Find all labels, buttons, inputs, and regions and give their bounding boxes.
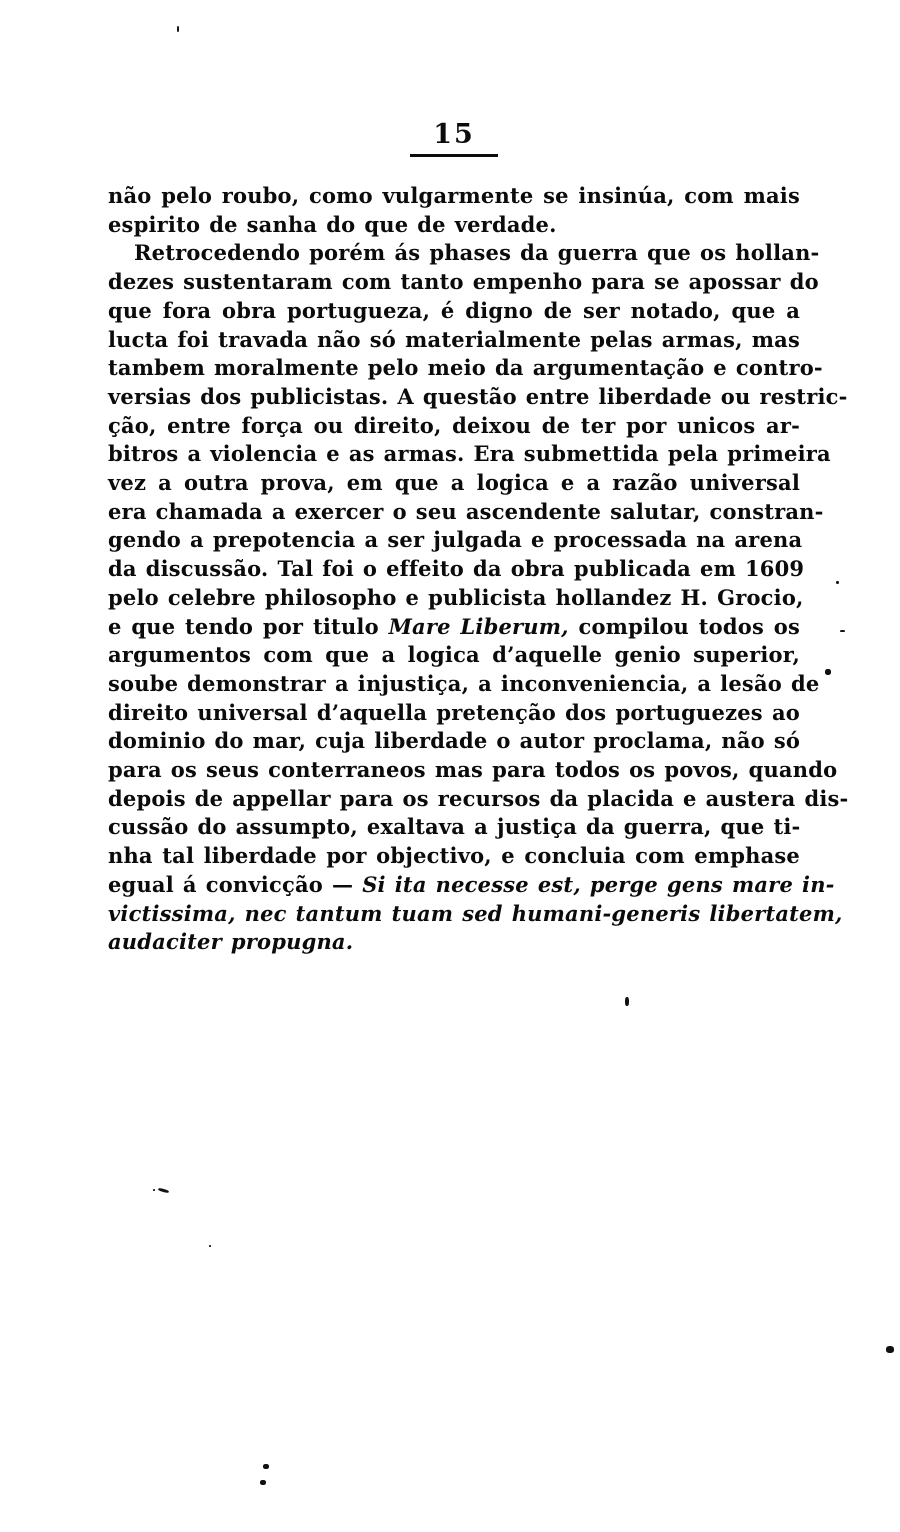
ink-speck bbox=[260, 1480, 266, 1485]
text-line bbox=[108, 297, 800, 326]
text-segment: cussão do assumpto, exaltava a justiça da guerra, que ti- bbox=[108, 814, 801, 840]
text-segment: que fora obra portugueza, é digno de ser notado, que a bbox=[108, 297, 800, 323]
italic-text-segment: Mare Liberum, bbox=[388, 613, 569, 639]
text-segment: compilou todos os bbox=[568, 613, 800, 639]
ink-speck bbox=[158, 1188, 169, 1194]
ink-speck bbox=[836, 581, 839, 584]
ink-speck bbox=[153, 1189, 155, 1191]
text-segment: lucta foi travada não só materialmente pelas armas, mas bbox=[108, 326, 800, 352]
text-line bbox=[108, 727, 800, 756]
text-line bbox=[108, 928, 800, 957]
text-segment: Retrocedendo porém ás phases da guerra que os hollan- bbox=[134, 240, 820, 266]
text-segment: nha tal liberdade por objectivo, e concluia com emphase bbox=[108, 843, 800, 869]
text-line bbox=[108, 440, 831, 469]
text-segment: para os seus conterraneos mas para todos os povos, quando bbox=[108, 757, 838, 783]
text-segment: versias dos publicistas. A questão entre liberdade ou restric- bbox=[108, 383, 848, 409]
text-segment: tambem moralmente pelo meio da argumentação e contro- bbox=[108, 355, 823, 381]
text-line bbox=[108, 670, 820, 699]
text-line bbox=[108, 354, 823, 383]
text-segment: e que tendo por titulo bbox=[108, 613, 389, 639]
text-segment: argumentos com que a logica d’aquelle genio superior, bbox=[108, 642, 800, 668]
text-line bbox=[108, 469, 800, 498]
text-segment: da discussão. Tal foi o effeito da obra publicada em 1609 bbox=[108, 556, 805, 582]
text-segment: era chamada a exercer o seu ascendente salutar, constran- bbox=[108, 498, 824, 524]
text-line bbox=[108, 526, 803, 555]
text-line bbox=[108, 211, 800, 240]
text-line bbox=[108, 498, 824, 527]
text-line bbox=[108, 182, 800, 211]
text-line bbox=[108, 555, 805, 584]
text-line bbox=[108, 412, 800, 441]
text-line bbox=[108, 239, 820, 268]
text-segment: ção, entre força ou direito, deixou de ter por unicos ar- bbox=[108, 412, 800, 438]
text-segment: bitros a violencia e as armas. Era submettida pela primeira bbox=[108, 441, 831, 467]
text-segment: dominio do mar, cuja liberdade o autor proclama, não só bbox=[108, 728, 801, 754]
text-segment: egual á convicção — bbox=[108, 871, 363, 897]
ink-speck bbox=[177, 26, 179, 32]
text-segment: gendo a prepotencia a ser julgada e processada na arena bbox=[108, 527, 803, 553]
text-line bbox=[108, 383, 848, 412]
italic-text-segment: Si ita necesse est, perge gens mare in- bbox=[362, 871, 835, 897]
text-line bbox=[108, 268, 819, 297]
text-segment: dezes sustentaram com tanto empenho para se apossar do bbox=[108, 269, 819, 295]
page-number-rule bbox=[410, 154, 498, 157]
text-segment: não pelo roubo, como vulgarmente se insinúa, com mais bbox=[108, 183, 800, 208]
text-line bbox=[108, 613, 800, 642]
text-line bbox=[108, 584, 804, 613]
ink-speck bbox=[886, 1346, 894, 1353]
text-line bbox=[108, 785, 849, 814]
text-line bbox=[108, 326, 800, 355]
ink-speck bbox=[209, 1245, 211, 1247]
page-number: 15 bbox=[433, 119, 475, 150]
text-lines bbox=[108, 182, 849, 957]
text-segment: depois de appellar para os recursos da placida e austera dis- bbox=[108, 785, 849, 811]
text-segment: soube demonstrar a injustiça, a inconveniencia, a lesão de bbox=[108, 670, 820, 696]
ink-speck bbox=[840, 630, 845, 632]
text-line bbox=[108, 641, 800, 670]
italic-text-segment: victissima, nec tantum tuam sed humani-generis libertatem, bbox=[108, 900, 843, 926]
ink-speck bbox=[825, 669, 831, 675]
text-segment: espirito de sanha do que de verdade. bbox=[108, 211, 557, 237]
italic-text-segment: audaciter propugna. bbox=[108, 929, 354, 955]
text-segment: pelo celebre philosopho e publicista hollandez H. Grocio, bbox=[108, 584, 804, 610]
page-header bbox=[108, 120, 800, 157]
text-line bbox=[108, 871, 835, 900]
ink-speck bbox=[625, 997, 629, 1006]
text-segment: vez a outra prova, em que a logica e a razão universal bbox=[108, 470, 800, 496]
text-segment: direito universal d’aquella pretenção dos portuguezes ao bbox=[108, 699, 800, 725]
ink-speck bbox=[263, 1464, 269, 1469]
text-line bbox=[108, 756, 838, 785]
text-line bbox=[108, 900, 843, 929]
text-line bbox=[108, 699, 800, 728]
text-line bbox=[108, 813, 800, 842]
body-text bbox=[108, 182, 849, 957]
text-line bbox=[108, 842, 800, 871]
